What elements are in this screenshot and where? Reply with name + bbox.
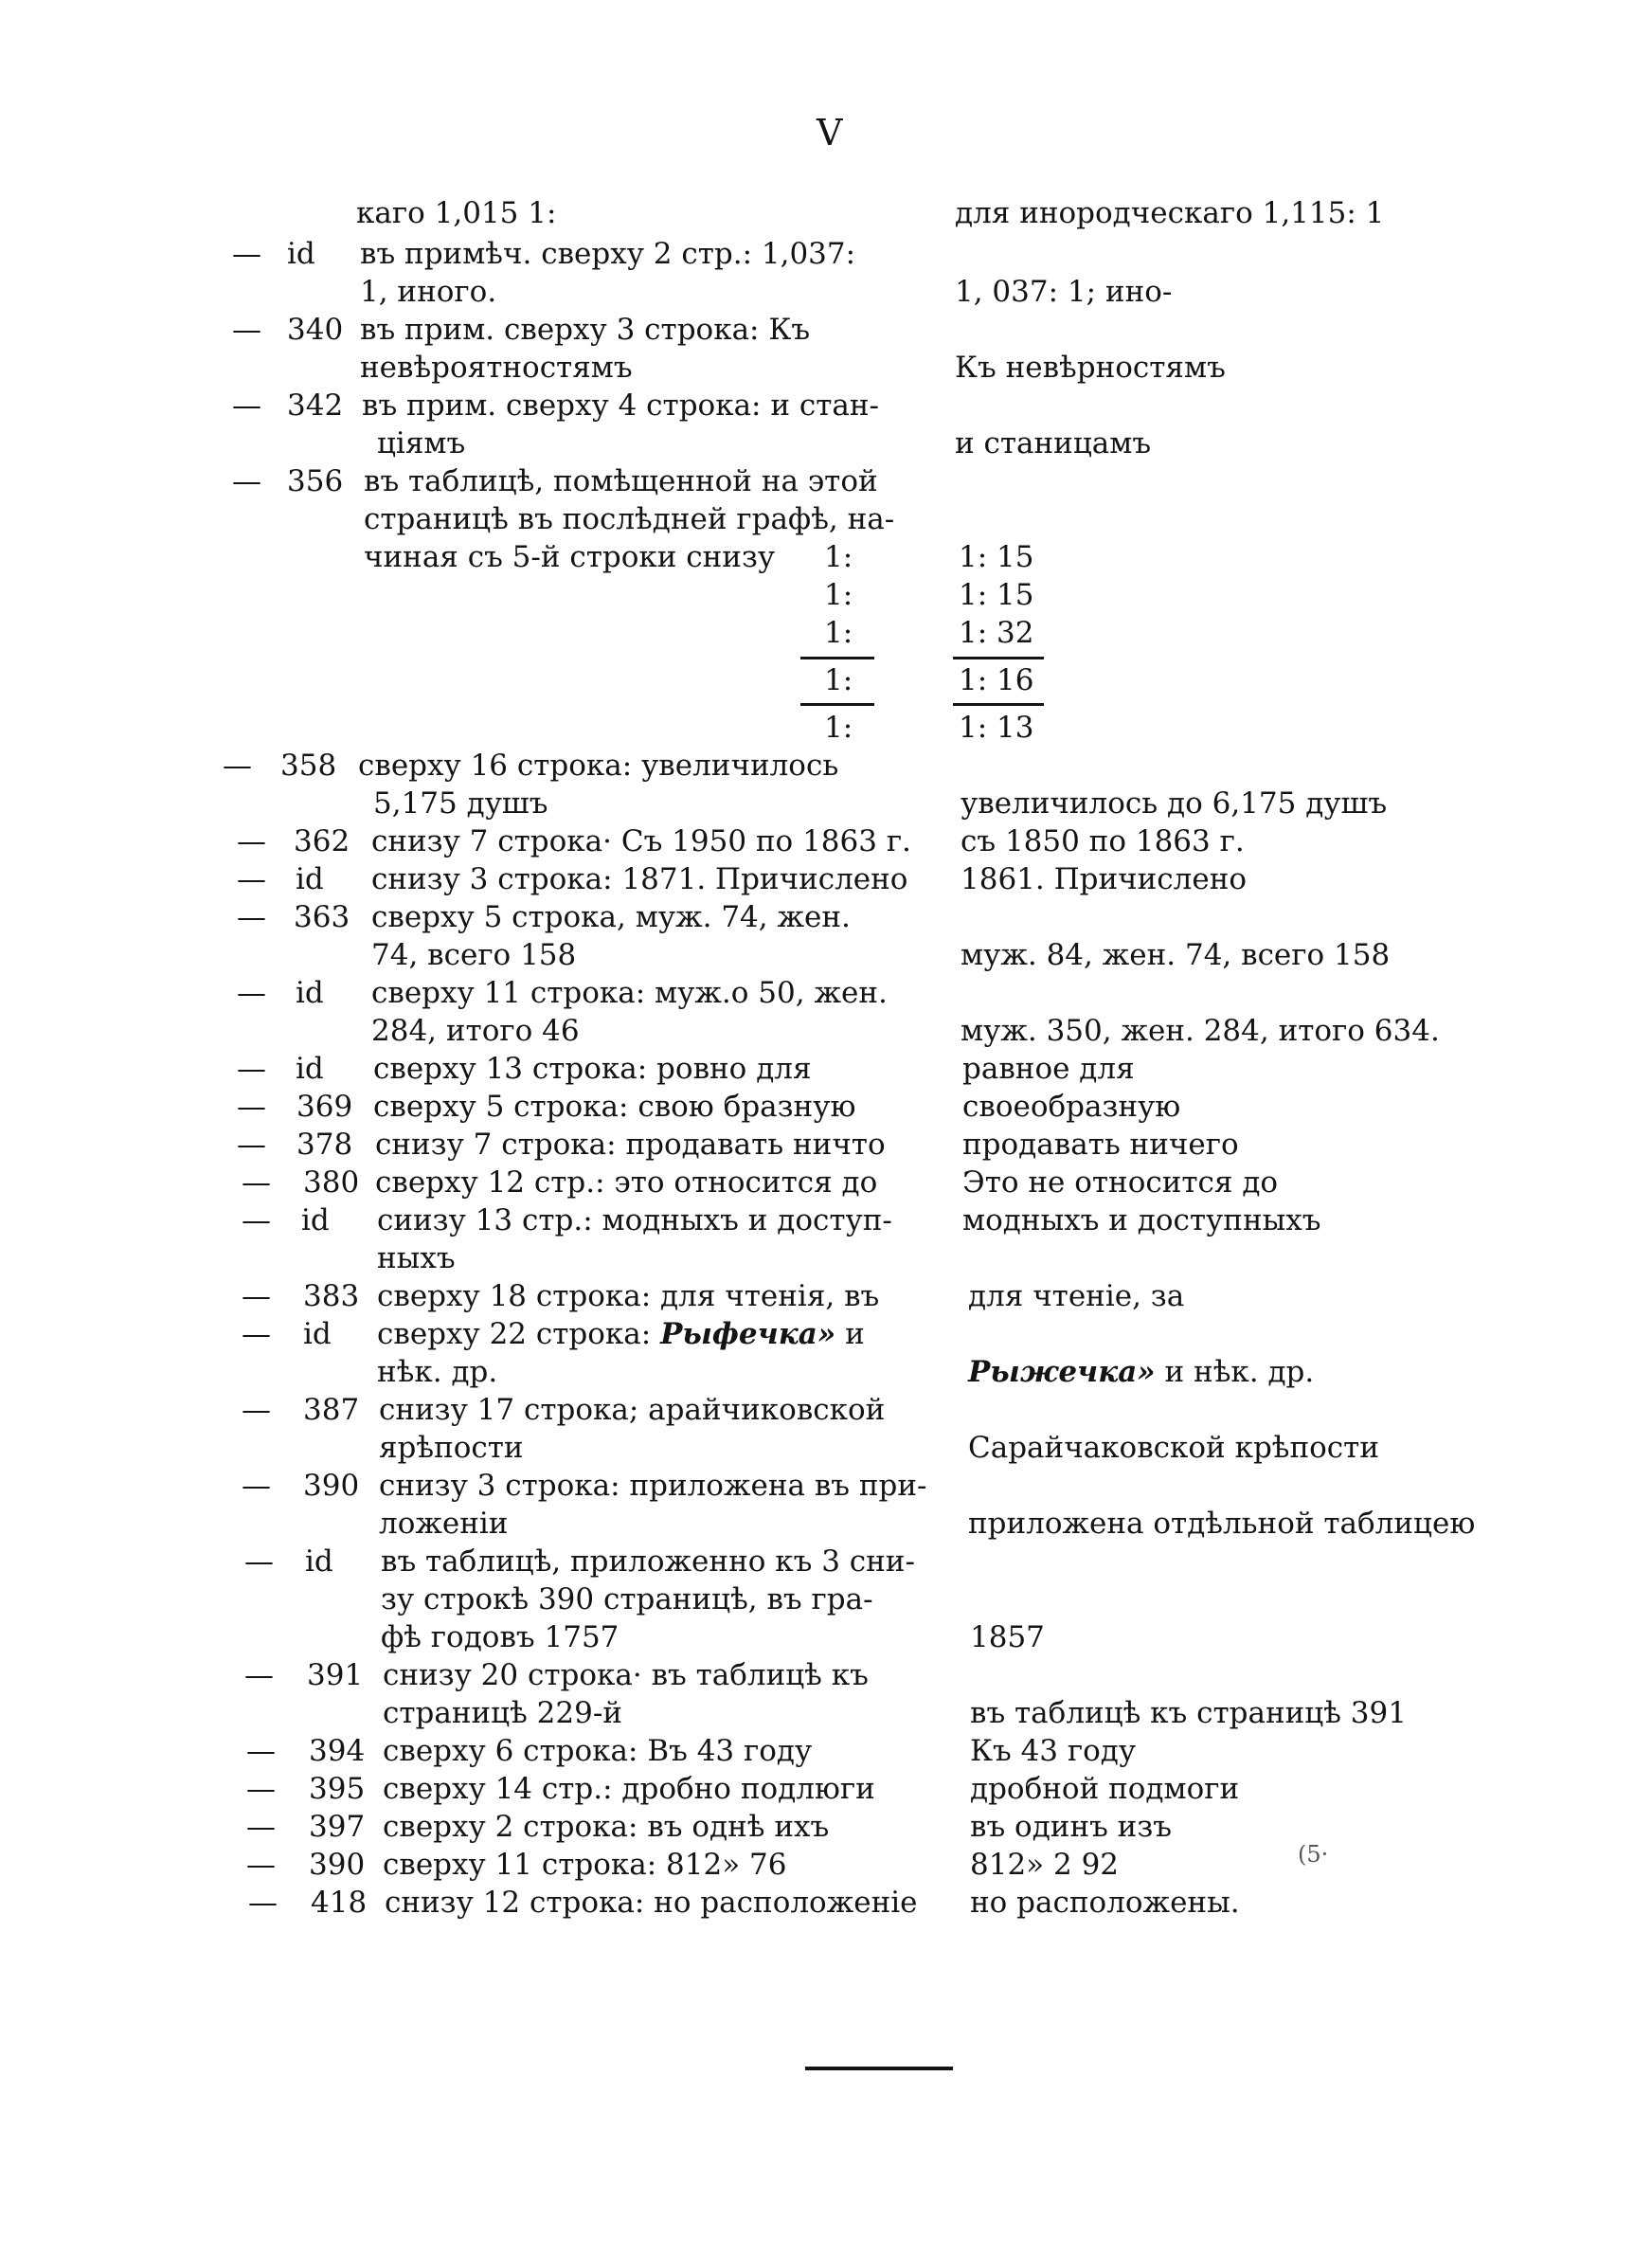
correction-text-tail: и нѣк. др.	[1164, 1355, 1315, 1389]
erratum-text: снизу 7 строка: продавать ничто	[375, 1128, 886, 1162]
correction-text: модныхъ и доступныхъ	[962, 1203, 1321, 1237]
erratum-text: въ прим. сверху 3 строка: Къ	[360, 313, 811, 347]
page-ref: 397	[309, 1810, 366, 1844]
dash-mark: —	[232, 464, 261, 498]
closing-rule	[805, 2067, 953, 2070]
erratum-text: ярѣпости	[379, 1431, 524, 1465]
correction-text: въ одинъ изъ	[970, 1810, 1172, 1844]
correction-text: увеличилось до 6,175 душъ	[961, 786, 1388, 821]
page-ref: id	[296, 1052, 324, 1086]
erratum-text: страницѣ въ послѣдней графѣ, на-	[364, 502, 895, 536]
erratum-text: сверху 16 строка: увеличилось	[358, 749, 839, 783]
ink-speck: (5·	[1298, 1841, 1329, 1868]
page-ref: id	[296, 976, 324, 1010]
page-ref: id	[296, 862, 324, 896]
dash-mark: —	[237, 1128, 266, 1162]
page-number: V	[817, 112, 843, 153]
erratum-text: ныхъ	[377, 1241, 456, 1275]
dash-mark: —	[237, 824, 266, 858]
erratum-text: 1, иного.	[360, 275, 497, 309]
erratum-text: сиизу 13 стр.: модныхъ и доступ-	[377, 1203, 892, 1237]
erratum-text: зу строкѣ 390 страницѣ, въ гра-	[381, 1582, 873, 1616]
erratum-text: сверху 6 строка: Въ 43 году	[383, 1734, 813, 1768]
dash-mark: —	[246, 1772, 276, 1806]
erratum-text: 284, итого 46	[371, 1014, 580, 1048]
page-ref: 394	[309, 1734, 366, 1768]
page-ref: 383	[303, 1279, 360, 1313]
erratum-text: снизу 17 строка; арайчиковской	[379, 1393, 886, 1427]
erratum-text: сверху 5 строка: свою бразную	[373, 1090, 856, 1124]
page-ref: 418	[311, 1886, 368, 1920]
dash-mark: —	[223, 749, 252, 783]
ratio-correct: 1: 15	[959, 578, 1034, 612]
erratum-text: въ примѣч. сверху 2 стр.: 1,037:	[360, 237, 856, 271]
correction-text: равное для	[962, 1052, 1135, 1086]
correction-text: съ 1850 по 1863 г.	[961, 824, 1245, 858]
ratio-rule	[800, 657, 874, 659]
erratum-text	[377, 1315, 865, 1353]
ratio-rule	[953, 703, 1044, 706]
page-ref: id	[305, 1544, 333, 1579]
erratum-text: ціямъ	[377, 426, 466, 460]
erratum-text: снизу 12 строка: но расположеніе	[385, 1886, 918, 1920]
page-ref: 362	[294, 824, 350, 858]
ratio-wrong: 1:	[824, 711, 853, 745]
ratio-wrong: 1:	[824, 616, 853, 650]
erratum-text: сверху 14 стр.: дробно подлюги	[383, 1772, 875, 1806]
page-ref: 356	[287, 464, 344, 498]
dash-mark: —	[237, 976, 266, 1010]
ratio-wrong: 1:	[824, 578, 853, 612]
dash-mark: —	[246, 1734, 276, 1768]
erratum-text: снизу 20 строка· въ таблицѣ къ	[383, 1658, 869, 1692]
erratum-text: сверху 5 строка, муж. 74, жен.	[371, 900, 851, 934]
correction-text	[968, 1353, 1314, 1391]
page-ref: 390	[303, 1469, 360, 1503]
page-ref: 358	[280, 749, 337, 783]
erratum-text: нѣк. др.	[377, 1355, 498, 1389]
erratum-text: сверху 12 стр.: это относится до	[375, 1165, 878, 1200]
correction-text: Къ 43 году	[970, 1734, 1137, 1768]
page-ref: 369	[296, 1090, 353, 1124]
erratum-text: сверху 2 строка: въ однѣ ихъ	[383, 1810, 830, 1844]
erratum-text-tail: и	[845, 1317, 865, 1351]
erratum-text: сверху 11 строка: муж.о 50, жен.	[371, 976, 888, 1010]
ratio-correct: 1: 15	[959, 540, 1034, 574]
erratum-text: въ таблицѣ, помѣщенной на этой	[364, 464, 878, 498]
correction-text: въ таблицѣ къ страницѣ 391	[970, 1696, 1407, 1730]
dash-mark: —	[244, 1658, 274, 1692]
ratio-correct: 1: 32	[959, 616, 1034, 650]
erratum-text-lead: сверху 22 строка:	[377, 1317, 652, 1351]
dash-mark: —	[242, 1469, 271, 1503]
dash-mark: —	[232, 237, 261, 271]
correction-text: 1861. Причислено	[961, 862, 1248, 896]
correction-text-italic: Рыжечка»	[968, 1355, 1156, 1389]
dash-mark: —	[232, 313, 261, 347]
ratio-correct: 1: 16	[959, 663, 1034, 697]
dash-mark: —	[242, 1165, 271, 1200]
page-ref: id	[287, 237, 315, 271]
dash-mark: —	[242, 1317, 271, 1351]
page-ref: 342	[287, 388, 344, 423]
dash-mark: —	[237, 900, 266, 934]
erratum-text: сверху 13 строка: ровно для	[373, 1052, 812, 1086]
correction-text: 1857	[970, 1620, 1045, 1654]
ratio-rule	[953, 657, 1044, 659]
page-ref: 363	[294, 900, 350, 934]
page-ref: 340	[287, 313, 344, 347]
erratum-text: въ прим. сверху 4 строка: и стан-	[362, 388, 879, 423]
dash-mark: —	[242, 1393, 271, 1427]
erratum-text: невѣроятностямъ	[360, 351, 633, 385]
correction-text: Это не относится до	[962, 1165, 1279, 1200]
page-ref: 380	[303, 1165, 360, 1200]
correction-text: 1, 037: 1; ино-	[955, 275, 1173, 309]
page-ref: id	[303, 1317, 332, 1351]
dash-mark: —	[248, 1886, 278, 1920]
correction-text: муж. 84, жен. 74, всего 158	[961, 938, 1391, 972]
correction-text: но расположены.	[970, 1886, 1240, 1920]
erratum-text-italic: Рыфечка»	[660, 1317, 836, 1351]
dash-mark: —	[246, 1848, 276, 1882]
correction-text: 812» 2 92	[970, 1848, 1120, 1882]
dash-mark: —	[237, 1090, 266, 1124]
correction-text: Сарайчаковской крѣпости	[968, 1431, 1379, 1465]
erratum-text: снизу 3 строка: 1871. Причислено	[371, 862, 908, 896]
erratum-text: чиная съ 5-й строки снизу	[364, 540, 776, 574]
ratio-wrong: 1:	[824, 663, 853, 697]
correction-text: для инородческаго 1,115: 1	[955, 196, 1385, 230]
page-ref: 387	[303, 1393, 360, 1427]
erratum-text: страницѣ 229-й	[383, 1696, 622, 1730]
correction-text: и станицамъ	[955, 426, 1152, 460]
erratum-text: снизу 7 строка· Съ 1950 по 1863 г.	[371, 824, 911, 858]
correction-text: приложена отдѣльной таблицею	[968, 1507, 1476, 1541]
correction-text: своеобразную	[962, 1090, 1181, 1124]
page-ref: 390	[309, 1848, 366, 1882]
correction-text: дробной подмоги	[970, 1772, 1240, 1806]
erratum-text: сверху 18 строка: для чтенія, въ	[377, 1279, 880, 1313]
ratio-correct: 1: 13	[959, 711, 1034, 745]
dash-mark: —	[237, 862, 266, 896]
erratum-text: ложеніи	[379, 1507, 509, 1541]
dash-mark: —	[242, 1203, 271, 1237]
ratio-wrong: 1:	[824, 540, 853, 574]
erratum-text: каго 1,015 1:	[356, 196, 557, 230]
erratum-text: снизу 3 строка: приложена въ при-	[379, 1469, 927, 1503]
erratum-text: 5,175 душъ	[373, 786, 548, 821]
page-ref: 395	[309, 1772, 366, 1806]
erratum-text: 74, всего 158	[371, 938, 577, 972]
erratum-text: въ таблицѣ, приложенно къ 3 сни-	[381, 1544, 915, 1579]
correction-text: Къ невѣрностямъ	[955, 351, 1226, 385]
correction-text: муж. 350, жен. 284, итого 634.	[961, 1014, 1440, 1048]
ratio-rule	[800, 703, 874, 706]
dash-mark: —	[242, 1279, 271, 1313]
erratum-text: фѣ годовъ 1757	[381, 1620, 620, 1654]
dash-mark: —	[246, 1810, 276, 1844]
dash-mark: —	[237, 1052, 266, 1086]
page-ref: id	[301, 1203, 330, 1237]
correction-text: продавать ничего	[962, 1128, 1239, 1162]
page-ref: 391	[307, 1658, 364, 1692]
dash-mark: —	[244, 1544, 274, 1579]
erratum-text: сверху 11 строка: 812» 76	[383, 1848, 787, 1882]
page-ref: 378	[296, 1128, 353, 1162]
dash-mark: —	[232, 388, 261, 423]
correction-text: для чтеніе, за	[968, 1279, 1185, 1313]
